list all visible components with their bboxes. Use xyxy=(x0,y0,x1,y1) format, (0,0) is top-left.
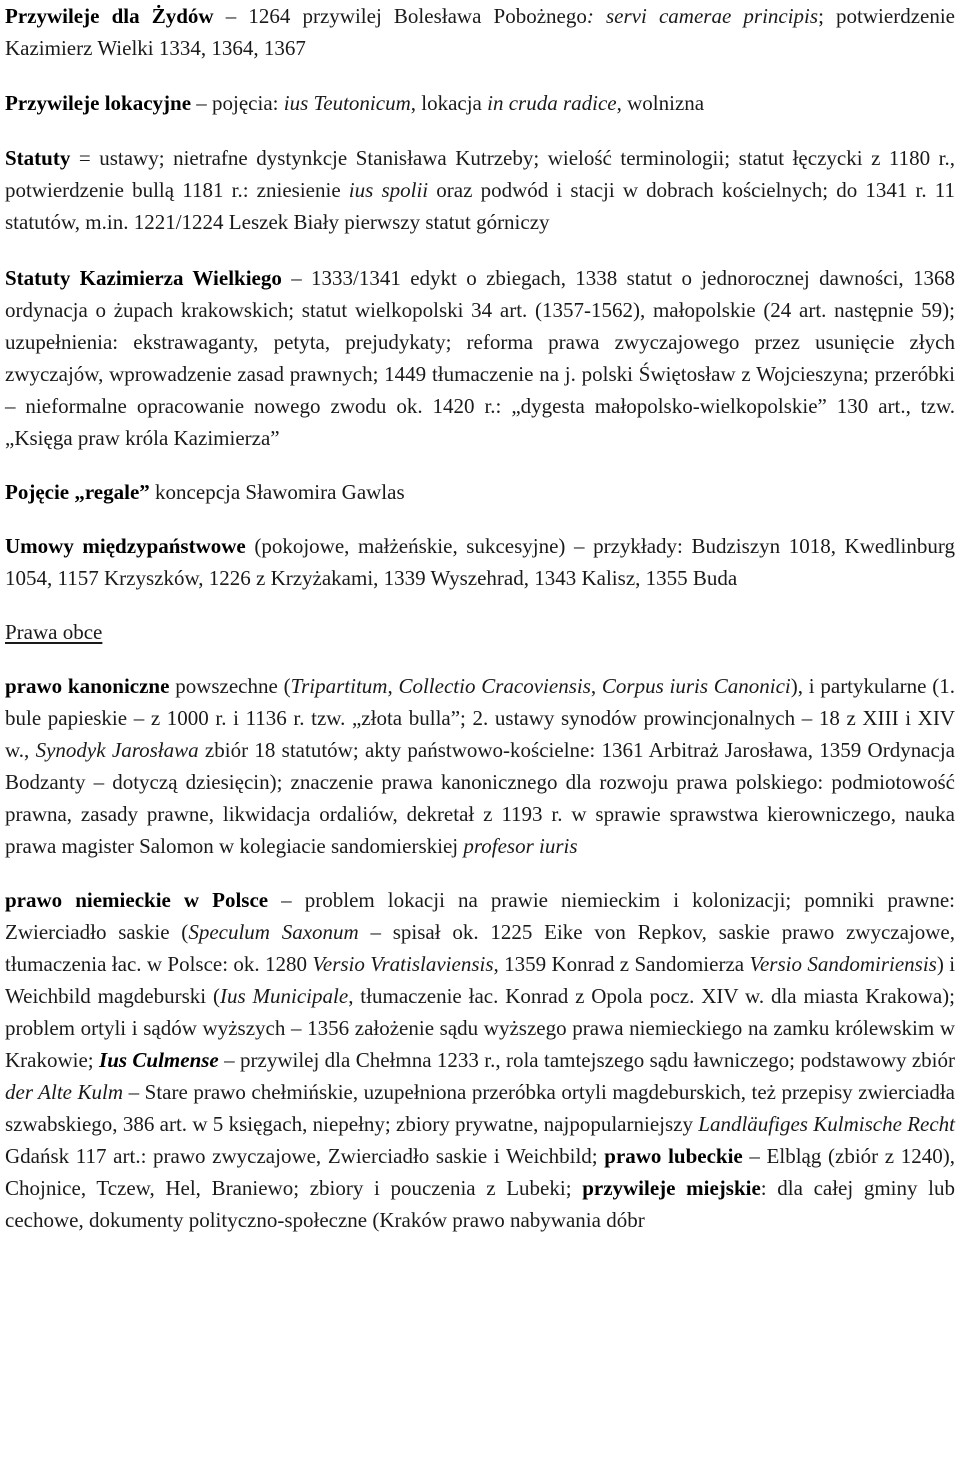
bold-italic-run: Ius Culmense xyxy=(99,1048,219,1072)
document-page xyxy=(5,0,955,1236)
italic-term: profesor iuris xyxy=(463,834,578,858)
italic-term: Synodyk Jarosława xyxy=(35,738,199,762)
bold-term: prawo kanoniczne xyxy=(5,674,170,698)
italic-term: der Alte Kulm xyxy=(5,1080,124,1104)
text-run: – spisał ok. 1225 Eike von Repkov, saskie prawo zwyczajowe, tłumaczenia łac. w Polsce: ok. 1280 xyxy=(5,920,955,976)
paragraph-german-law xyxy=(5,884,955,1236)
bold-term: przywileje miejskie xyxy=(582,1176,761,1200)
text-run: powszechne ( xyxy=(169,674,291,698)
text-run: , lokacja xyxy=(410,91,488,115)
text-run: – problem lokacji na prawie niemieckim i kolonizacji; pomniki prawne: Zwierciadło saskie ( xyxy=(5,888,956,944)
text-run: , xyxy=(590,674,602,698)
text-run: oraz podwód i stacji w dobrach kościelnych; do 1341 r. 11 statutów, m.in. 1221/1224 Leszek Biały pierwszy statut górniczy xyxy=(5,178,955,234)
text-run: – 1333/1341 edykt o zbiegach, 1338 statut o jednorocznej dawności, 1368 ordynacja o żupach krakowskich; statut wielkopolski 34 art. (1357-1562), małopolskie (24 art. następnie 59); uzupełnienia: ekstrawaganty, petyta, prejudykaty; reforma prawa zwyczajowego przez usunięcie złych zwyczajów, wprowadzenie zasad prawnych; 1449 tłumaczenie na j. polski Świętosław z Wojcieszyna; przeróbki – nieformalne opracowanie nowego zwodu ok. 1420 r.: „dygesta małopolsko-wielkopolskie” 130 art., tzw. „Księga praw króla Kazimierza” xyxy=(5,266,955,450)
section-heading: Prawa obce xyxy=(5,620,103,644)
text-run: ), i partykularne (1. bule papieskie – z 1000 r. i 1136 r. tzw. „złota bulla”; 2. ustawy synodów prowincjonalnych – 18 z XIII i XIV w., xyxy=(5,674,955,762)
italic-term: Speculum Saxonum xyxy=(188,920,359,944)
text-run: : dla całej gminy lub cechowe, dokumenty polityczno-społeczne (Kraków prawo nabywania dóbr xyxy=(5,1176,955,1232)
italic-term: Tripartitum xyxy=(290,674,388,698)
text-run: – przywilej dla Chełmna 1233 r., rola tamtejszego sądu ławniczego; podstawowy zbiór xyxy=(218,1048,956,1072)
italic-term: in cruda radice xyxy=(487,91,617,115)
italic-term: : servi camerae principis xyxy=(586,4,819,28)
text-run: ; potwierdzenie Kazimierz Wielki 1334, 1364, 1367 xyxy=(5,4,955,60)
text-run: – Stare prawo chełmińskie, uzupełniona przeróbka ortyli magdeburskich, też przepisy zwierciadła szwabskiego, 386 art. w 5 księgach, niepełny; zbiory prywatne, najpopularniejszy xyxy=(5,1080,955,1136)
italic-term: ius Teutonicum xyxy=(283,91,411,115)
bold-term: Umowy międzypaństwowe xyxy=(5,534,246,558)
text-run: , wolnizna xyxy=(616,91,705,115)
text-run: Gdańsk 117 art.: prawo zwyczajowe, Zwierciadło saskie i Weichbild; xyxy=(5,1144,605,1168)
text-run: zbiór 18 statutów; akty państwowo-kościelne: 1361 Arbitraż Jarosława, 1359 Ordynacja Bodzanty – dotyczą dziesięcin); znaczenie prawa kanonicznego dla rozwoju prawa polskiego: podmiotowość prawna, zasady prawne, likwidacja ordaliów, dekretał z 1193 r. w sprawie sprawstwa kierowniczego, nauka prawa magister Salomon w kolegiacie sandomierskiej xyxy=(5,738,955,858)
bold-term: Pojęcie „regale” xyxy=(5,480,150,504)
italic-term: Landläufiges Kulmische Recht xyxy=(698,1112,955,1136)
paragraph-statutes-kazimierz xyxy=(5,262,955,454)
paragraph-treaties xyxy=(5,530,955,594)
heading-foreign-law xyxy=(5,616,955,648)
italic-term: ius spolii xyxy=(348,178,429,202)
paragraph-canon-law xyxy=(5,670,955,862)
paragraph-privileges-jews xyxy=(5,0,955,64)
text-run: koncepcja Sławomira Gawlas xyxy=(149,480,405,504)
italic-term: Versio Sandomiriensis xyxy=(749,952,937,976)
paragraph-statutes xyxy=(5,142,955,238)
text-run: – Elbląg (zbiór z 1240), Chojnice, Tczew, Hel, Braniewo; zbiory i pouczenia z Lubeki; xyxy=(5,1144,955,1200)
text-run: , tłumaczenie łac. Konrad z Opola pocz. XIV w. dla miasta Krakowa); problem ortyli i sądów wyższych – 1356 założenie sądu wyższego prawa niemieckiego na zamku królewskim w Krakowie; xyxy=(5,984,955,1072)
bold-term: prawo niemieckie w Polsce xyxy=(5,888,269,912)
text-run: , 1359 Konrad z Sandomierza xyxy=(493,952,750,976)
bold-term: prawo lubeckie xyxy=(604,1144,743,1168)
italic-term: Versio Vratislaviensis xyxy=(312,952,494,976)
text-run: – 1264 przywilej Bolesława Pobożnego xyxy=(213,4,587,28)
text-run: = ustawy; nietrafne dystynkcje Stanisława Kutrzeby; wielość terminologii; statut łęczycki z 1180 r., potwierdzenie bullą 1181 r.: zniesienie xyxy=(5,146,955,202)
bold-term: Przywileje dla Żydów xyxy=(5,4,214,28)
paragraph-regale xyxy=(5,476,955,508)
italic-term: Ius Municipale xyxy=(220,984,349,1008)
bold-term: Przywileje lokacyjne xyxy=(5,91,192,115)
paragraph-privileges-location xyxy=(5,87,955,119)
bold-term: Statuty xyxy=(5,146,71,170)
italic-term: Collectio Cracoviensis xyxy=(398,674,591,698)
emphasis-run xyxy=(99,1048,219,1072)
text-run: (pokojowe, małżeńskie, sukcesyjne) – przykłady: Budziszyn 1018, Kwedlinburg 1054, 1157 Krzyszków, 1226 z Krzyżakami, 1339 Wyszehrad, 1343 Kalisz, 1355 Buda xyxy=(5,534,955,590)
bold-term: Statuty Kazimierza Wielkiego xyxy=(5,266,282,290)
text-run: – pojęcia: xyxy=(191,91,284,115)
italic-term: Corpus iuris Canonici xyxy=(601,674,791,698)
text-run: , xyxy=(387,674,399,698)
text-run: ) i Weichbild magdeburski ( xyxy=(5,952,956,1008)
